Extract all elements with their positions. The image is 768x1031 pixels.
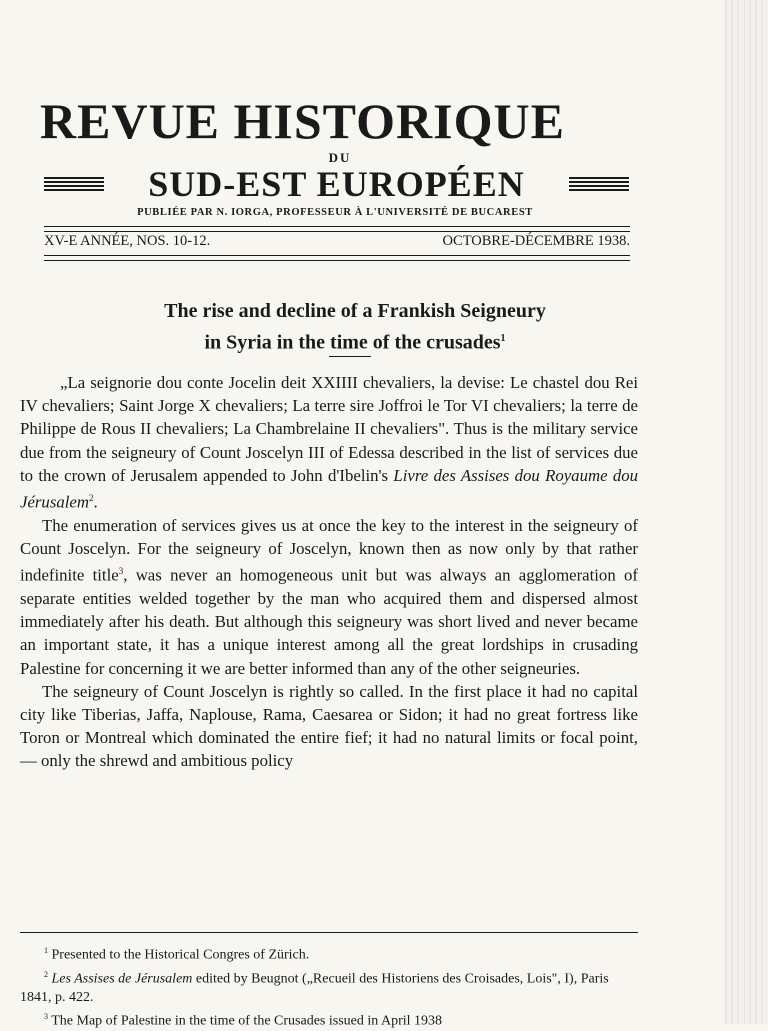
footnote-3: $^3$ The Map of Palestine in the time of the Crusades issued in April 1938 <box>44 1012 443 1029</box>
paragraph-1: „La seignorie dou conte Jocelin deit XXIIII chevaliers, la devise: Le chastel dou Rei IV chevaliers; Saint Jorge X chevaliers; La terre sire Joffroi le Tor VI chevaliers; la terre de Philippe de Rous II chevaliers; La Chambrelaine II chevaliers". Thus is the military service due from the seigneury of Count Joscelyn III of Edessa described in the list of services due to the crown of Jerusalem appended to John d'Ibelin's Livre des Assises dou Royaume dou Jérusalem$^2$. <box>20 373 638 512</box>
journal-title: REVUE HISTORIQUE <box>40 93 565 149</box>
paragraph-2: The enumeration of services gives us at once the key to the interest in the seigneury of Count Joscelyn. For the seigneury of Joscelyn, known then as now only by that rather indefinite title$^3$, was never an homogeneous unit but was always an agglomeration of separate entities welded together by the man who acquired them and dispersed almost immediately after his death. But although this seigneury was short lived and never became an important state, it has a unique interest among all the great lordships in crusading Palestine for concerning it we are better informed than any of the other seigneuries. <box>20 515 638 678</box>
paragraph-3: The seigneury of Count Joscelyn is rightly so called. In the first place it had no capital city like Tiberias, Jaffa, Naplouse, Rama, Caesarea or Sidon; it had no great fortress like Toron or Montreal which dominated the entire fief; it had no natural limits or focal point, — only the shrewd and ambitious policy <box>20 681 638 771</box>
journal-subtitle: SUD-EST EUROPÉEN <box>148 164 525 204</box>
title-divider <box>329 356 371 357</box>
footnote-2: $^2$ Les Assises de Jérusalem edited by Beugnot („Recueil des Historiens des Croisades, Lois", I), Paris 1841, p. 422. <box>20 969 609 1006</box>
book-title: Livre des Assises dou Royaume dou Jérusalem <box>20 465 638 512</box>
footnote-ref-1: 1 <box>500 333 506 344</box>
publisher-line: PUBLIÉE PAR N. IORGA, PROFESSEUR À L'UNIVERSITÉ DE BUCAREST <box>137 207 533 218</box>
page-edge-scan-shadow <box>724 0 768 1024</box>
footnote-1: $^1$ Presented to the Historical Congres of Zürich. <box>44 946 310 963</box>
masthead-rule-bottom <box>44 255 630 261</box>
journal-du: DU <box>328 150 352 165</box>
footnote-rule <box>20 932 638 933</box>
volume-number: XV-E ANNÉE, NOS. 10-12. <box>44 233 211 249</box>
issue-date: OCTOBRE-DÉCEMBRE 1938. <box>442 233 630 249</box>
masthead-rule-top <box>44 226 630 232</box>
journal-subtitle-row <box>44 164 629 204</box>
article-title <box>40 297 670 357</box>
footnote-ref-2: 2 <box>88 493 94 504</box>
article-body <box>20 371 638 773</box>
footnotes <box>20 941 638 1031</box>
footnote-ref-3: 3 <box>118 566 124 577</box>
ornamental-rules-right <box>569 177 629 191</box>
article-title-line-1: The rise and decline of a Frankish Seigneury <box>164 300 546 322</box>
article-title-line-2: in Syria in the time of the crusades$^1$ <box>204 331 506 354</box>
issue-info-row <box>44 233 630 250</box>
ornamental-rules-left <box>44 177 104 191</box>
